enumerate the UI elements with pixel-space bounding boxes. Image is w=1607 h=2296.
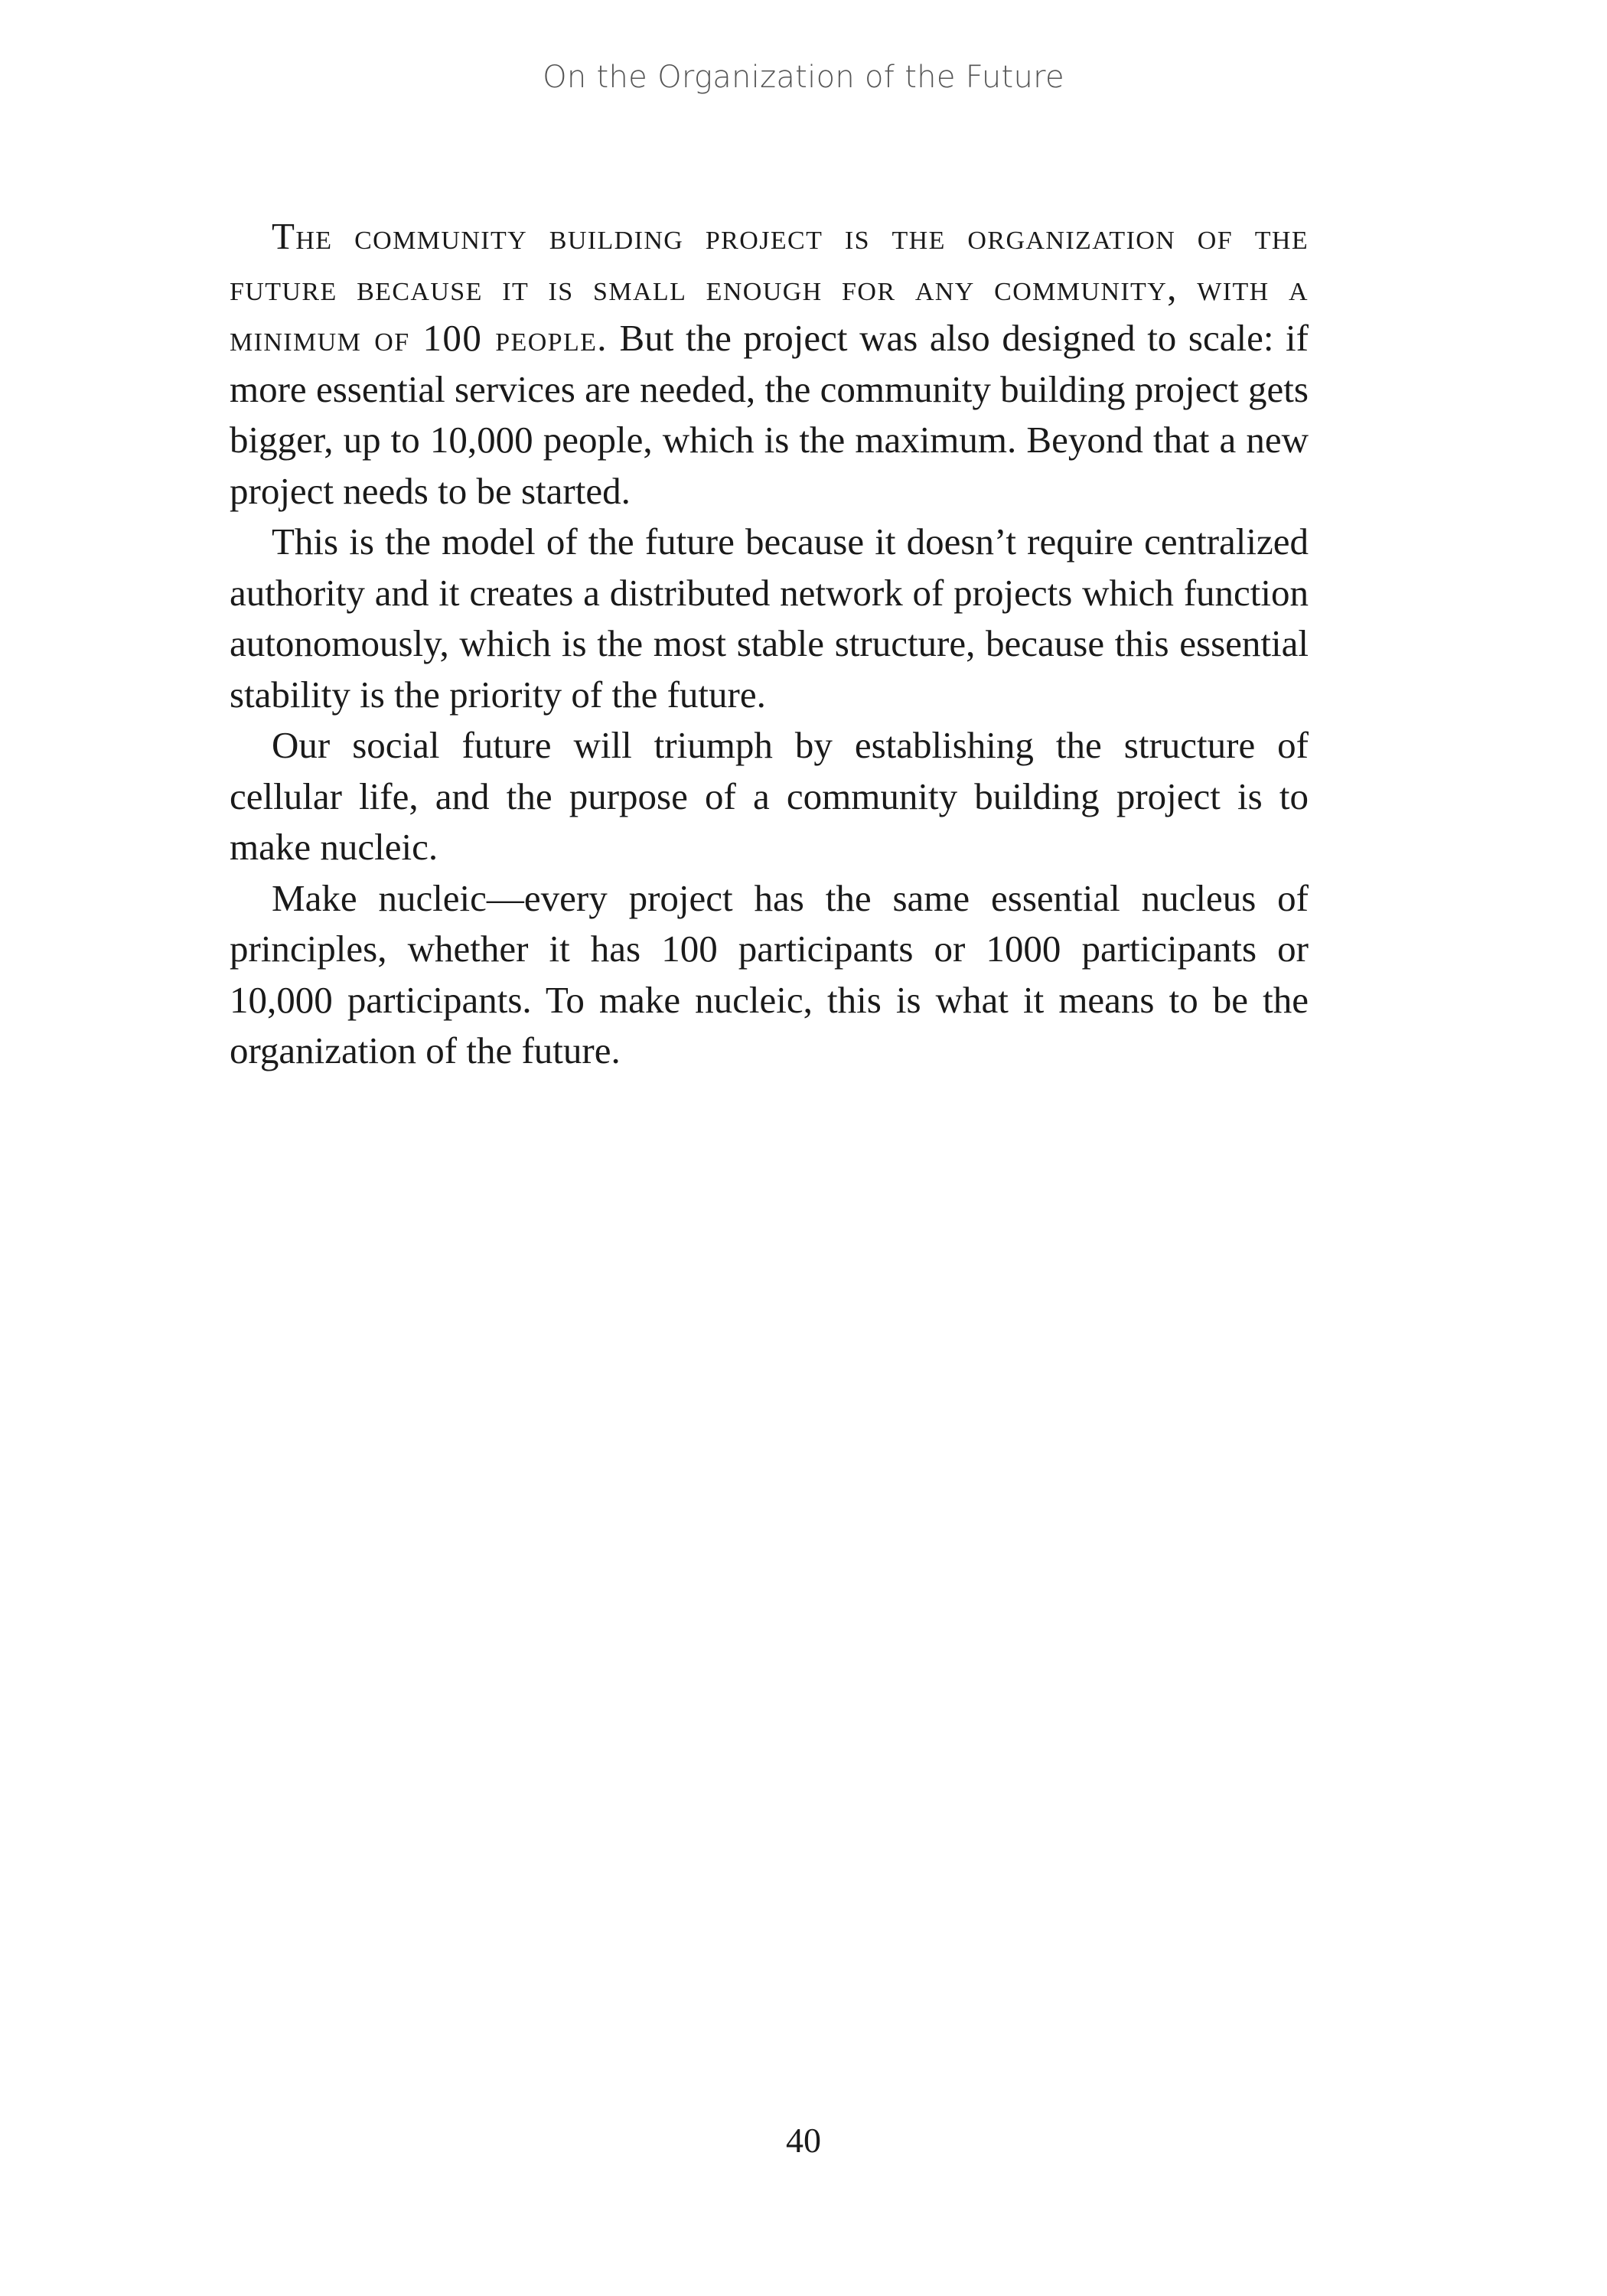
lead-in-small-caps: The community building project is the organization of the future because it is small enough for any community, with a minimum of 100 people. — [230, 215, 1309, 359]
paragraph-1 — [230, 211, 1309, 517]
page-number: 40 — [786, 2121, 821, 2160]
paragraph-4: Make nucleic—every project has the same essential nucleus of principles, whether it has 100 participants or 1000 participants or 10,000 participants. To make nucleic, this is what it means to be the organization of the future. — [230, 876, 1309, 1071]
paragraph-3: Our social future will triumph by establishing the structure of cellular life, and the purpose of a community building project is to make nucleic. — [230, 724, 1309, 868]
paragraph-2: This is the model of the future because it doesn’t require centralized authority and it creates a distributed network of projects which function autonomously, which is the most stable structure, because this essential stability is the priority of the future. — [230, 520, 1309, 716]
running-head: On the Organization of the Future — [543, 60, 1064, 95]
paragraph-1-text: But the project was also designed to scale: if more essential services are needed, the community building project gets bigger, up to 10,000 people, which is the maximum. Beyond that a new project needs to be started. — [230, 317, 1309, 512]
body-text — [230, 211, 1309, 1077]
